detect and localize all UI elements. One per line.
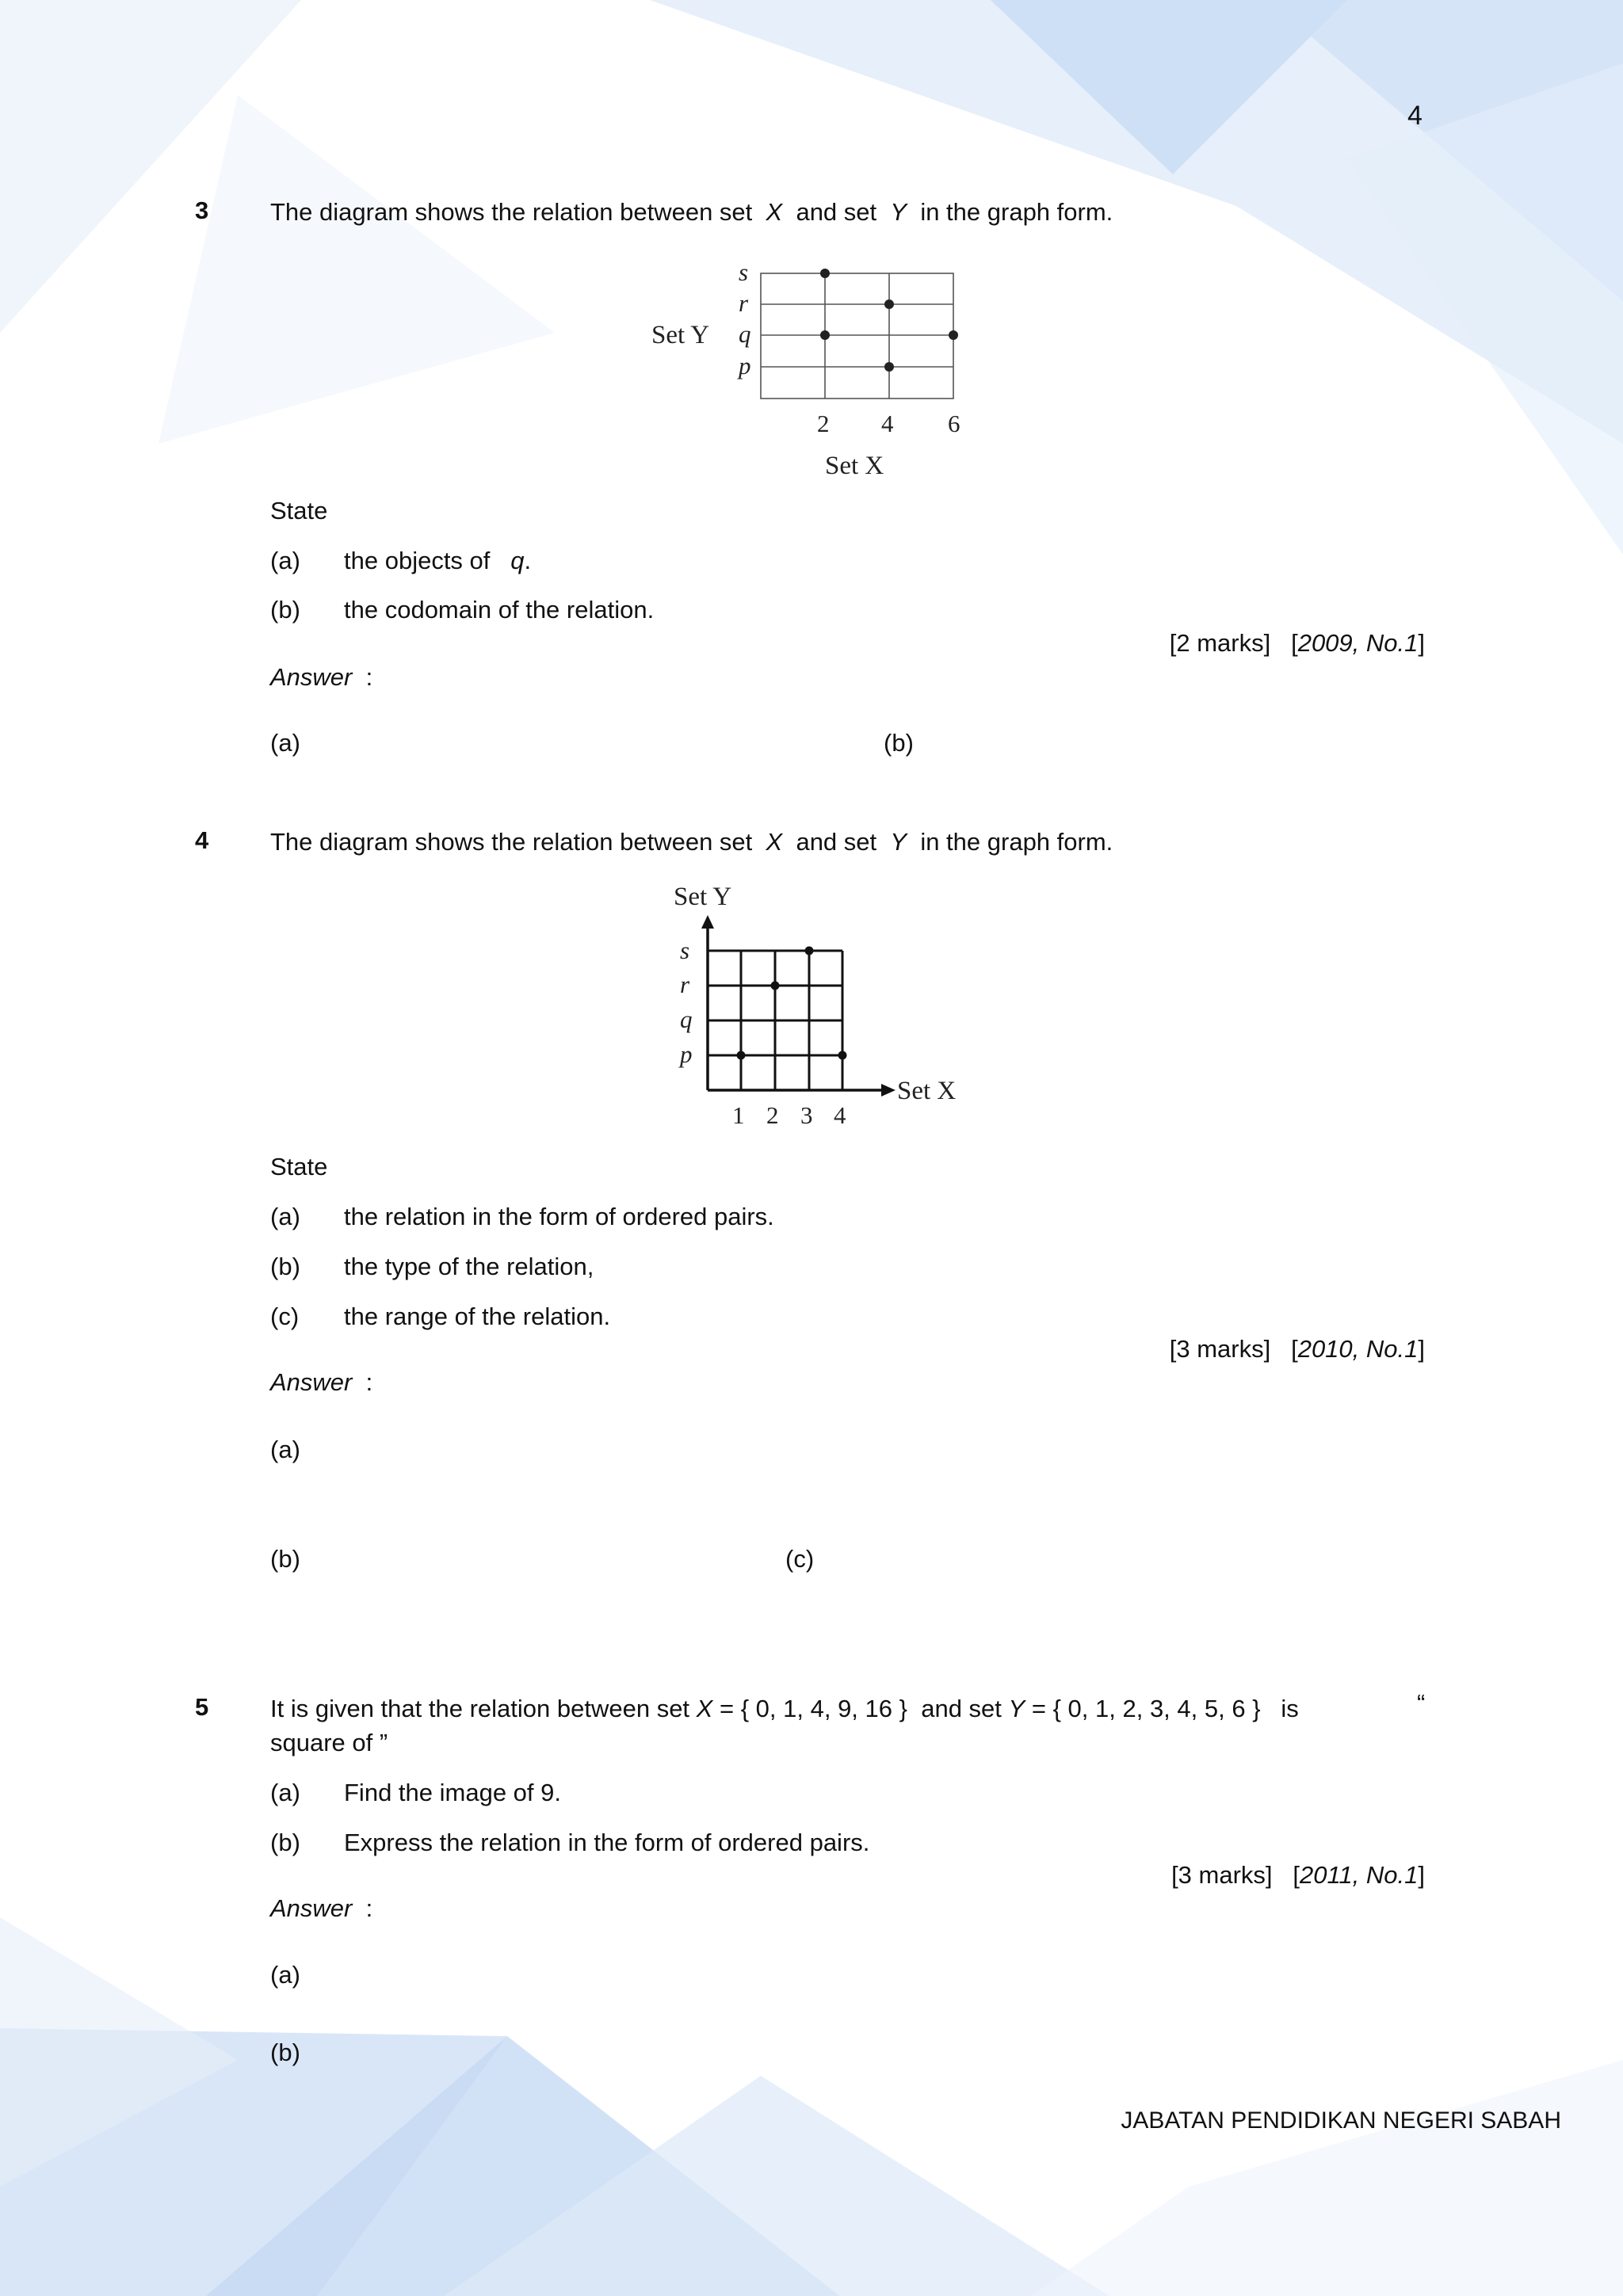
stem-text: It is given that the relation between set — [270, 1695, 690, 1722]
relation-points — [737, 947, 847, 1060]
stem-text: and set — [921, 1695, 1002, 1722]
x-tick-label: 3 — [800, 1101, 813, 1129]
answer-part-label: (a) — [270, 729, 300, 757]
set-y-variable: Y — [890, 828, 907, 856]
question-stem-line-2: square of ” — [270, 1729, 388, 1756]
y-tick-label: q — [680, 1005, 693, 1033]
period: . — [524, 547, 532, 574]
answer-label — [270, 662, 372, 693]
stem-text: and set — [796, 828, 877, 856]
marks-reference — [1170, 627, 1425, 659]
point-2-r — [771, 982, 780, 990]
answer-word: Answer — [270, 663, 353, 691]
stem-text: and set — [796, 198, 877, 226]
axes — [708, 921, 889, 1090]
answer-part-label: (c) — [785, 1545, 815, 1573]
answer-part-label: (b) — [270, 1545, 300, 1573]
answer-part-label: (a) — [270, 1961, 300, 1989]
set-y-variable: Y — [890, 198, 907, 226]
y-tick-label: s — [739, 258, 749, 286]
part-b-text: the codomain of the relation. — [344, 596, 655, 624]
graph-grid — [708, 951, 842, 1090]
part-label: (b) — [270, 1253, 300, 1280]
question-number: 3 — [195, 196, 209, 224]
y-axis-arrow-icon — [701, 915, 714, 929]
set-y-elements: = { 0, 1, 2, 3, 4, 5, 6 } — [1031, 1695, 1261, 1722]
marks-reference — [1171, 1859, 1425, 1891]
footer-text: JABATAN PENDIDIKAN NEGERI SABAH — [1121, 2107, 1561, 2134]
x-tick-label: 1 — [732, 1101, 745, 1129]
part-b-text: Express the relation in the form of ordered pairs. — [344, 1829, 870, 1856]
exam-reference: 2009, No.1 — [1297, 629, 1419, 657]
part-b-text: the type of the relation, — [344, 1253, 594, 1280]
answer-word: Answer — [270, 1894, 353, 1922]
answer-label — [270, 1367, 372, 1398]
stem-text: The diagram shows the relation between set — [270, 198, 753, 226]
marks: [3 marks] — [1169, 1335, 1271, 1363]
part-label: (a) — [270, 1203, 300, 1230]
x-tick-label: 6 — [948, 410, 960, 437]
point-3-s — [805, 947, 814, 955]
set-x-variable: X — [766, 198, 783, 226]
page-number: 4 — [1407, 101, 1423, 131]
answer-part-label: (b) — [270, 2039, 300, 2066]
y-tick-label: p — [739, 352, 751, 379]
point-4-p — [838, 1051, 847, 1060]
x-axis-title: Set X — [897, 1077, 957, 1105]
x-tick-label: 4 — [881, 410, 894, 437]
point-4-r — [884, 299, 894, 309]
bracket: ] — [1418, 1335, 1425, 1363]
set-x-elements: = { 0, 1, 4, 9, 16 } — [719, 1695, 907, 1722]
question-stem — [270, 826, 1113, 858]
part-label: (a) — [270, 1779, 300, 1806]
bracket: ] — [1418, 629, 1425, 657]
marks: [2 marks] — [1169, 629, 1271, 657]
part-label: (a) — [270, 547, 300, 574]
open-quote: “ — [1417, 1689, 1426, 1717]
relation-graph-q3 — [634, 257, 975, 487]
set-x-variable: X — [766, 828, 783, 856]
stem-text: is — [1281, 1695, 1299, 1722]
question-number: 4 — [195, 826, 209, 854]
exam-reference: 2011, No.1 — [1300, 1861, 1419, 1889]
y-axis-title: Set Y — [674, 883, 732, 911]
question-number: 5 — [195, 1693, 209, 1721]
part-label: (b) — [270, 596, 300, 624]
stem-text: The diagram shows the relation between set — [270, 828, 753, 856]
x-tick-label: 4 — [834, 1101, 846, 1129]
exam-reference: 2010, No.1 — [1297, 1335, 1419, 1363]
answer-part-label: (b) — [884, 729, 914, 757]
variable-q: q — [510, 547, 525, 574]
point-1-p — [737, 1051, 746, 1060]
x-tick-label: 2 — [817, 410, 830, 437]
question-stem-line-1 — [270, 1693, 1299, 1725]
bracket: [ — [1293, 1861, 1300, 1889]
set-y-variable: Y — [1008, 1695, 1025, 1722]
point-6-q — [949, 330, 958, 340]
x-axis-arrow-icon — [881, 1084, 896, 1097]
answer-word: Answer — [270, 1368, 353, 1396]
part-c-text: the range of the relation. — [344, 1302, 611, 1330]
graph-grid — [761, 273, 953, 399]
part-label: (c) — [270, 1302, 300, 1330]
point-2-q — [820, 330, 830, 340]
part-a-text: the relation in the form of ordered pairs. — [344, 1203, 774, 1230]
stem-text: in the graph form. — [920, 198, 1113, 226]
relation-graph-q4 — [666, 879, 983, 1141]
bracket: ] — [1418, 1861, 1425, 1889]
y-tick-label: r — [680, 971, 690, 998]
y-axis-title: Set Y — [651, 321, 710, 349]
state-label: State — [270, 1153, 328, 1180]
y-tick-label: p — [680, 1040, 693, 1068]
answer-label — [270, 1893, 372, 1924]
y-tick-label: r — [739, 289, 749, 317]
bracket: [ — [1291, 629, 1298, 657]
part-a-text — [344, 545, 531, 577]
part-a-text: Find the image of 9. — [344, 1779, 561, 1806]
state-label: State — [270, 497, 328, 524]
point-2-s — [820, 269, 830, 278]
point-4-p — [884, 362, 894, 372]
stem-text: in the graph form. — [920, 828, 1113, 856]
answer-part-label: (a) — [270, 1436, 300, 1463]
y-tick-label: q — [739, 320, 751, 348]
marks: [3 marks] — [1171, 1861, 1273, 1889]
part-label: (b) — [270, 1829, 300, 1856]
set-x-variable: X — [696, 1695, 713, 1722]
question-stem — [270, 196, 1113, 228]
part-text: the objects of — [344, 547, 491, 574]
colon: : — [365, 1368, 373, 1396]
colon: : — [365, 663, 373, 691]
bracket: [ — [1291, 1335, 1298, 1363]
marks-reference — [1170, 1333, 1425, 1365]
x-axis-title: Set X — [825, 452, 884, 480]
colon: : — [365, 1894, 373, 1922]
y-tick-label: s — [680, 936, 690, 964]
x-tick-label: 2 — [766, 1101, 779, 1129]
